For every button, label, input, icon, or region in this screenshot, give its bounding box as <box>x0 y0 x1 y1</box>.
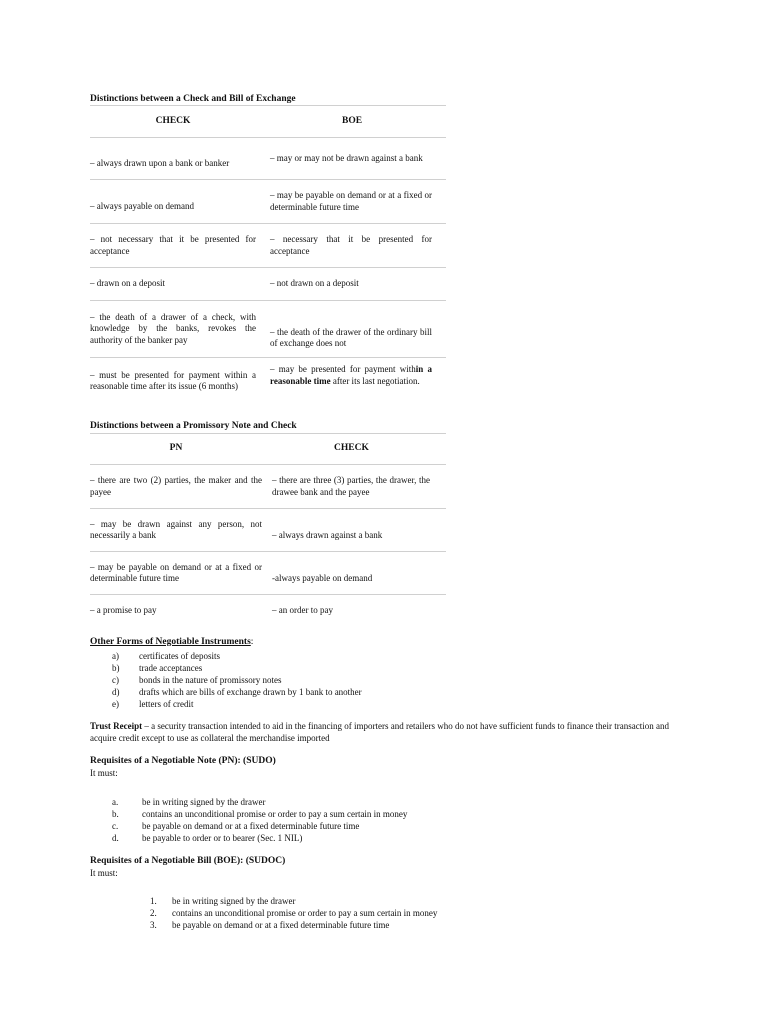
requisites-boe-list <box>150 895 550 931</box>
other-forms-title: Other Forms of Negotiable Instruments: <box>90 637 254 647</box>
requisites-pn-list <box>112 796 532 844</box>
table-row: – must be presented for payment within a reasonable time after its issue (6 months) – may be presented for payment within a reasonable time after its last negotiation. <box>90 358 446 405</box>
table1-last-cell: – may be presented for payment within a reasonable time after its last negotiation. <box>270 358 446 405</box>
table2-header-pn: PN <box>90 434 262 465</box>
list-item: a. be in writing signed by the drawer <box>112 797 266 807</box>
section1-title: Distinctions between a Check and Bill of Exchange <box>90 94 296 104</box>
requisites-boe-title: Requisites of a Negotiable Bill (BOE): (SUDOC) <box>90 856 286 866</box>
list-item: 2. contains an unconditional promise or order to pay a sum certain in money <box>150 908 438 918</box>
table1-header-check: CHECK <box>90 106 256 138</box>
table-row: – there are two (2) parties, the maker and the payee – there are three (3) parties, the drawer, the drawee bank and the payee <box>90 465 446 509</box>
section2-title: Distinctions between a Promissory Note and Check <box>90 421 297 431</box>
other-forms-list <box>112 650 512 710</box>
requisites-pn-title: Requisites of a Negotiable Note (PN): (SUDO) <box>90 756 276 766</box>
table-row: – may be drawn against any person, not necessarily a bank – always drawn against a bank <box>90 509 446 552</box>
check-vs-boe-table <box>90 105 446 405</box>
list-item: 1. be in writing signed by the drawer <box>150 896 296 906</box>
list-item: b) trade acceptances <box>112 663 203 673</box>
trust-receipt-term: Trust Receipt <box>90 721 143 731</box>
table-row: – always drawn upon a bank or banker – may or may not be drawn against a bank <box>90 138 446 180</box>
table-row: – a promise to pay – an order to pay <box>90 595 446 626</box>
table-row: – drawn on a deposit – not drawn on a deposit <box>90 268 446 301</box>
pn-vs-check-table <box>90 433 446 626</box>
table-row: – always payable on demand – may be payable on demand or at a fixed or determinable future time <box>90 180 446 224</box>
requisites-pn-lead: It must: <box>90 768 118 778</box>
list-item: d) drafts which are bills of exchange drawn by 1 bank to another <box>112 687 362 697</box>
requisites-boe-lead: It must: <box>90 868 118 878</box>
table-row: – the death of a drawer of a check, with knowledge by the banks, revokes the authority of the banker pay – the death of the drawer of the ordinary bill of exchange does not <box>90 301 446 358</box>
list-item: d. be payable to order or to bearer (Sec. 1 NIL) <box>112 833 303 843</box>
table2-header-check: CHECK <box>272 434 446 465</box>
trust-receipt-paragraph: Trust Receipt – a security transaction intended to aid in the financing of importers and retailers who do not have sufficient funds to finance their transaction and acquire credit except to use as collateral the merchandise imported <box>90 721 669 743</box>
table-row: – may be payable on demand or at a fixed or determinable future time -always payable on demand <box>90 552 446 595</box>
list-item: 3. be payable on demand or at a fixed determinable future time <box>150 920 390 930</box>
list-item: c. be payable on demand or at a fixed determinable future time <box>112 821 360 831</box>
table1-header-boe: BOE <box>270 106 446 138</box>
list-item: a) certificates of deposits <box>112 651 220 661</box>
table-row: – not necessary that it be presented for acceptance – necessary that it be presented for acceptance <box>90 224 446 268</box>
list-item: b. contains an unconditional promise or order to pay a sum certain in money <box>112 809 408 819</box>
list-item: e) letters of credit <box>112 699 194 709</box>
list-item: c) bonds in the nature of promissory notes <box>112 675 282 685</box>
